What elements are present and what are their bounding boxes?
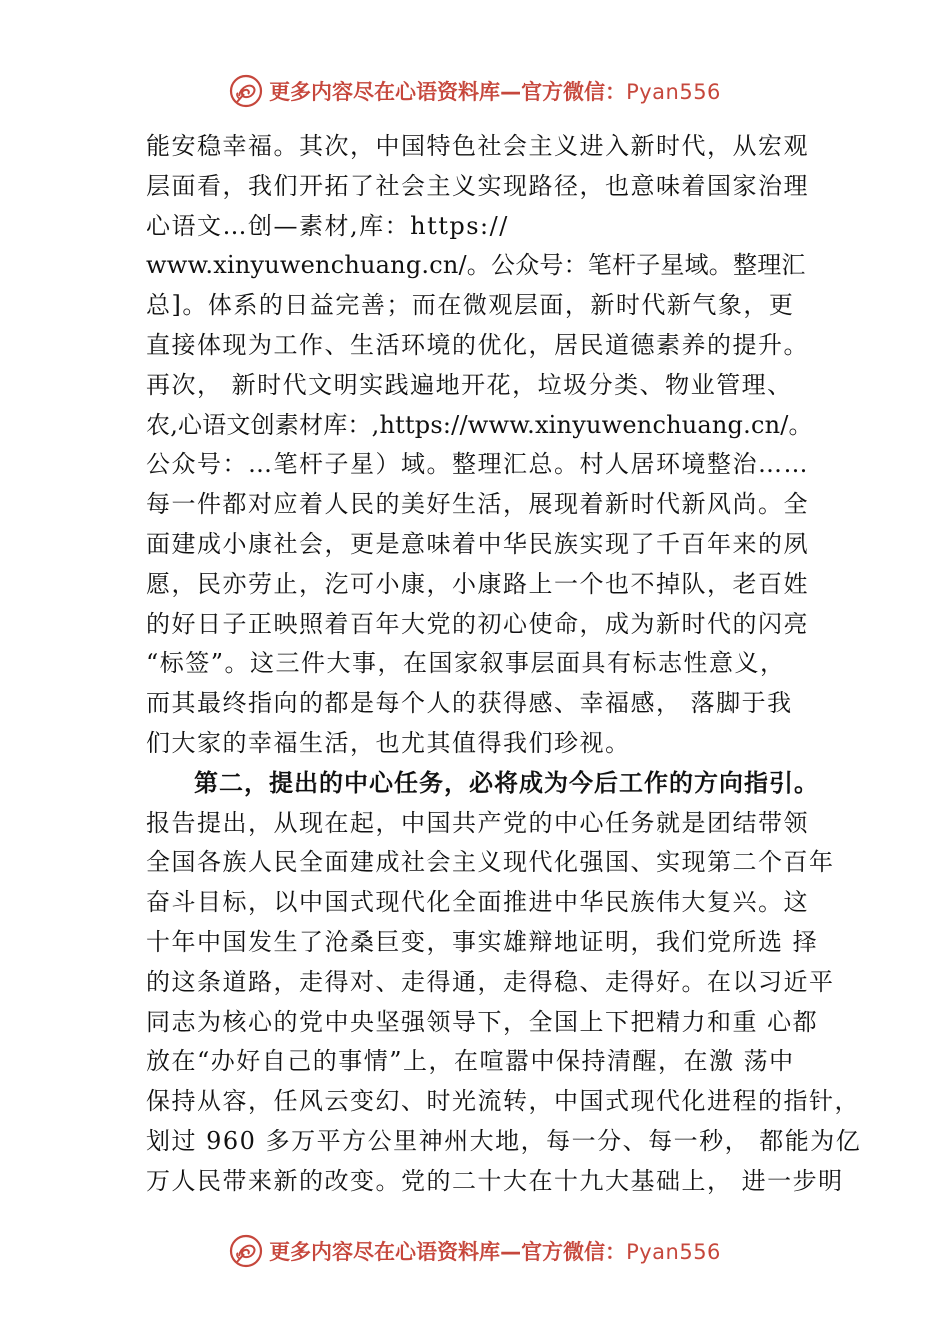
text-line: 报告提出，从现在起，中国共产党的中心任务就是团结带领 xyxy=(146,808,809,837)
text-line: 层面看，我们开拓了社会主义实现路径，也意味着国家治理 xyxy=(146,171,809,200)
rose-logo-icon xyxy=(229,1234,263,1268)
text-line: 每一件都对应着人民的美好生活，展现着新时代新风尚。全 xyxy=(146,490,809,519)
footer-banner-main: 更多内容尽在心语资料库 xyxy=(269,1240,501,1264)
footer-banner xyxy=(0,1226,950,1276)
header-banner xyxy=(0,66,950,116)
text-line: www.xinyuwenchuang.cn/。公众号：笔杆子星域。整理汇 xyxy=(146,251,806,280)
footer-banner-sep: —官方微信： xyxy=(500,1240,627,1264)
footer-banner-text xyxy=(269,1236,721,1266)
header-banner-main: 更多内容尽在心语资料库 xyxy=(269,80,501,104)
text-line: 的好日子正映照着百年大党的初心使命，成为新时代的闪亮 xyxy=(146,609,809,638)
header-banner-sep: —官方微信： xyxy=(500,80,627,104)
text-line: 能安稳幸福。其次，中国特色社会主义进入新时代，从宏观 xyxy=(146,132,809,160)
text-line: 公众号：…笔杆子星）域。整理汇总。村人居环境整治…… xyxy=(146,450,809,479)
text-line: 奋斗目标，以中国式现代化全面推进中华民族伟大复兴。这 xyxy=(146,888,809,917)
text-line: 而其最终指向的都是每个人的获得感、幸福感， 落脚于我 xyxy=(146,689,793,718)
text-line: 万人民带来新的改变。党的二十大在十九大基础上， 进一步明 xyxy=(146,1166,844,1195)
text-line: 心语文…创—素材,库：https:// xyxy=(146,211,509,240)
rose-logo-icon xyxy=(229,74,263,108)
text-line: 们大家的幸福生活，也尤其值得我们珍视。 xyxy=(146,728,631,757)
header-banner-wechat-id: Pyan556 xyxy=(626,80,721,104)
text-line: 再次， 新时代文明实践遍地开花，垃圾分类、物业管理、 xyxy=(146,370,793,399)
text-line: 放在“办好自己的事情”上，在喧嚣中保持清醒，在激 荡中 xyxy=(146,1047,795,1076)
document-body xyxy=(146,127,862,1202)
text-line: 全国各族人民全面建成社会主义现代化强国、实现第二个百年 xyxy=(146,848,835,877)
text-line: 总]。体系的日益完善；而在微观层面，新时代新气象，更 xyxy=(146,291,795,320)
header-banner-text xyxy=(269,76,721,106)
text-line: 划过 960 多万平方公里神州大地，每一分、每一秒， 都能为亿 xyxy=(146,1126,862,1155)
text-line: 直接体现为工作、生活环境的优化，居民道德素养的提升。 xyxy=(146,330,809,359)
text-line: 的这条道路，走得对、走得通，走得稳、走得好。在以习近平 xyxy=(146,967,835,996)
text-line: “标签”。这三件大事，在国家叙事层面具有标志性意义， xyxy=(146,649,786,678)
text-line: 保持从容，任风云变幻、时光流转，中国式现代化进程的指针， xyxy=(146,1087,860,1116)
text-line: 农,心语文创素材库：,https://www.xinyuwenchuang.cn/。 xyxy=(146,410,813,439)
text-line: 愿，民亦劳止，汔可小康，小康路上一个也不掉队，老百姓 xyxy=(146,569,809,598)
footer-banner-wechat-id: Pyan556 xyxy=(626,1240,721,1264)
section-heading: 第二，提出的中心任务，必将成为今后工作的方向指引。 xyxy=(194,768,819,797)
text-line: 同志为核心的党中央坚强领导下，全国上下把精力和重 心都 xyxy=(146,1007,819,1036)
text-line: 面建成小康社会，更是意味着中华民族实现了千百年来的夙 xyxy=(146,529,809,558)
text-line: 十年中国发生了沧桑巨变，事实雄辩地证明，我们党所选 择 xyxy=(146,927,819,956)
